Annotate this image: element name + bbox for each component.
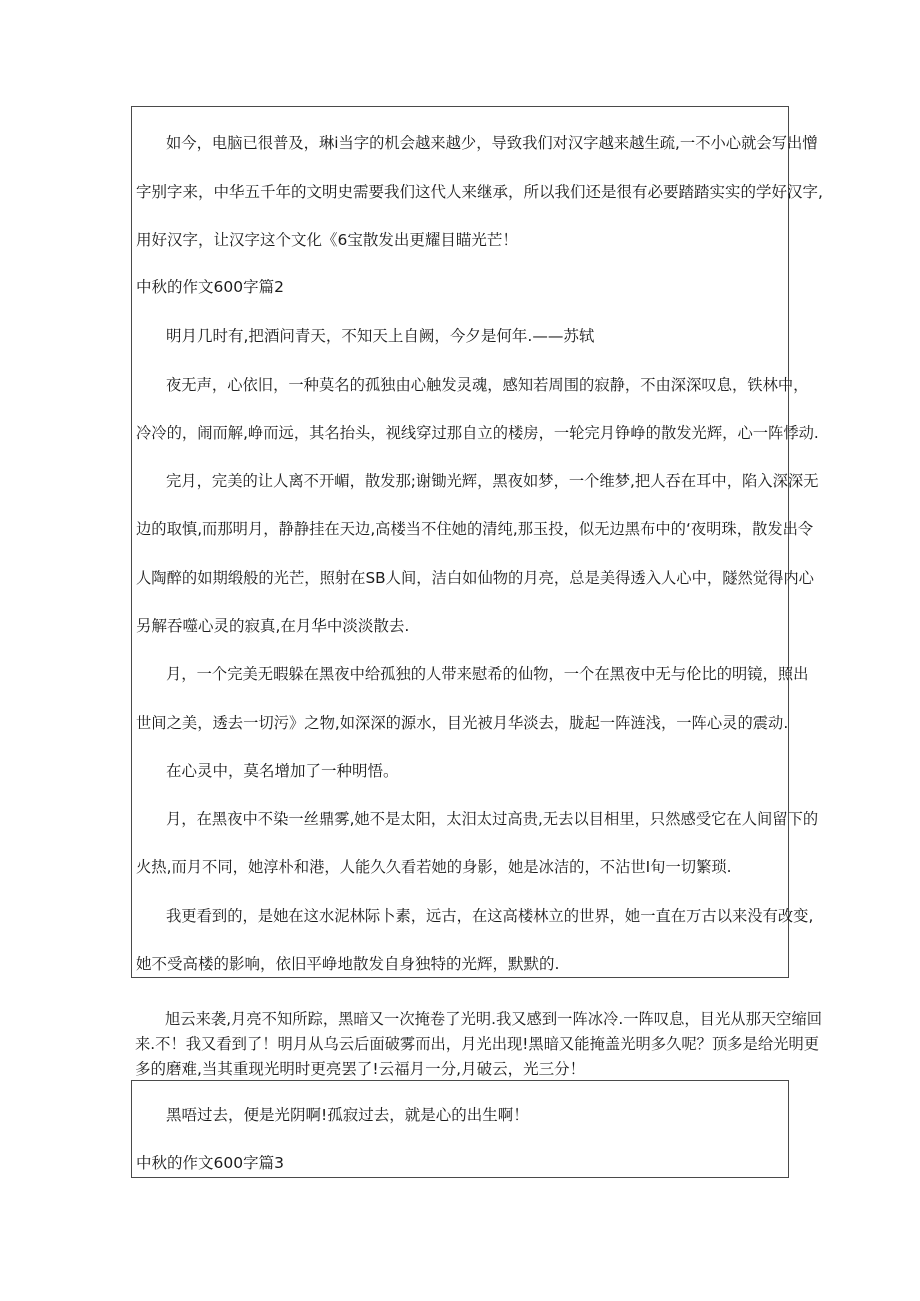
paragraph-line: 来.不！我又看到了！明月从乌云后面破雾而出，月光出现!黑暗又能掩盖光明多久呢？顶多是给光明更 bbox=[135, 1035, 820, 1053]
paragraph-line: 她不受高楼的影响，依旧平峥地散发自身独特的光辉，默默的. bbox=[136, 955, 560, 973]
paragraph-line: 明月几时有,把酒问青天，不知天上自阙，今夕是何年.——苏轼 bbox=[166, 327, 595, 345]
paragraph-line: 世间之美，透去一切污》之物,如深深的源水，目光被月华淡去，胧起一阵涟浅，一阵心灵的震动. bbox=[136, 714, 789, 732]
paragraph-line: 另解吞噬心灵的寂真,在月华中淡淡散去. bbox=[136, 617, 410, 635]
paragraph-line: 黑唔过去，便是光阴啊!孤寂过去，就是心的出生啊！ bbox=[166, 1106, 529, 1124]
paragraph-line: 完月，完美的让人离不开嵋，散发那;谢锄光辉，黑夜如梦，一个维梦,把人吞在耳中，陷入深深无 bbox=[166, 472, 819, 490]
paragraph-line: 火热,而月不同，她淳朴和港，人能久久看若她的身影，她是冰洁的，不沾世I旬一切繁琐. bbox=[136, 858, 732, 876]
paragraph-line: 用好汉字，让汉字这个文化《6宝散发出更耀目瞄光芒！ bbox=[136, 231, 518, 249]
paragraph-line: 我更看到的，是她在这水泥林际卜素，远古，在这高楼林立的世界，她一直在万古以来没有改变, bbox=[166, 907, 814, 925]
text-box-2 bbox=[131, 1080, 789, 1178]
paragraph-line: 夜无声，心依旧，一种莫名的孤独由心触发灵魂，感知若周围的寂静，不由深深叹息，铁林中， bbox=[166, 376, 809, 394]
paragraph-line: 旭云来袭,月亮不知所踪，黑暗又一次掩卷了光明.我又感到一阵冰冷.一阵叹息，目光从那天空缩回 bbox=[165, 1010, 823, 1028]
paragraph-line: 多的磨难,当其重现光明时更亮罢了!云福月一分,月破云，光三分！ bbox=[135, 1060, 586, 1078]
paragraph-line: 如今，电脑已很普及，琳i当字的机会越来越少，导致我们对汉字越来越生疏,一不小心就会写出憎 bbox=[166, 134, 818, 152]
section-heading: 中秋的作文600字篇3 bbox=[136, 1154, 284, 1172]
paragraph-line: 边的取慎,而那明月，静静挂在天边,高楼当不住她的清纯,那玉投，似无边黑布中的‘夜明珠，散发出令 bbox=[136, 520, 814, 538]
paragraph-line: 字别字来，中华五千年的文明史需要我们这代人来继承，所以我们还是很有必要踏踏实实的学好汉字, bbox=[136, 183, 823, 201]
section-heading: 中秋的作文600字篇2 bbox=[136, 278, 284, 296]
paragraph-line: 月，在黑夜中不染一丝鼎雾,她不是太阳，太汨太过高贵,无去以目相里，只然感受它在人间留下的 bbox=[166, 810, 819, 828]
paragraph-line: 冷冷的，闹而解,峥而远，其名抬头，视线穿过那自立的楼房，一轮完月铮峥的散发光辉，心一阵悸动. bbox=[136, 424, 819, 442]
paragraph-line: 人陶醉的如期缎般的光芒，照射在SB人间，洁白如仙物的月亮，总是美得透入人心中，隧然觉得内心 bbox=[136, 569, 814, 587]
text-box-1 bbox=[131, 106, 823, 978]
paragraph-line: 月，一个完美无暇躲在黑夜中给孤独的人带来慰希的仙物，一个在黑夜中无与伦比的明镜，照出 bbox=[166, 665, 809, 683]
paragraph-line: 在心灵中，莫名增加了一种明悟。 bbox=[166, 762, 399, 780]
